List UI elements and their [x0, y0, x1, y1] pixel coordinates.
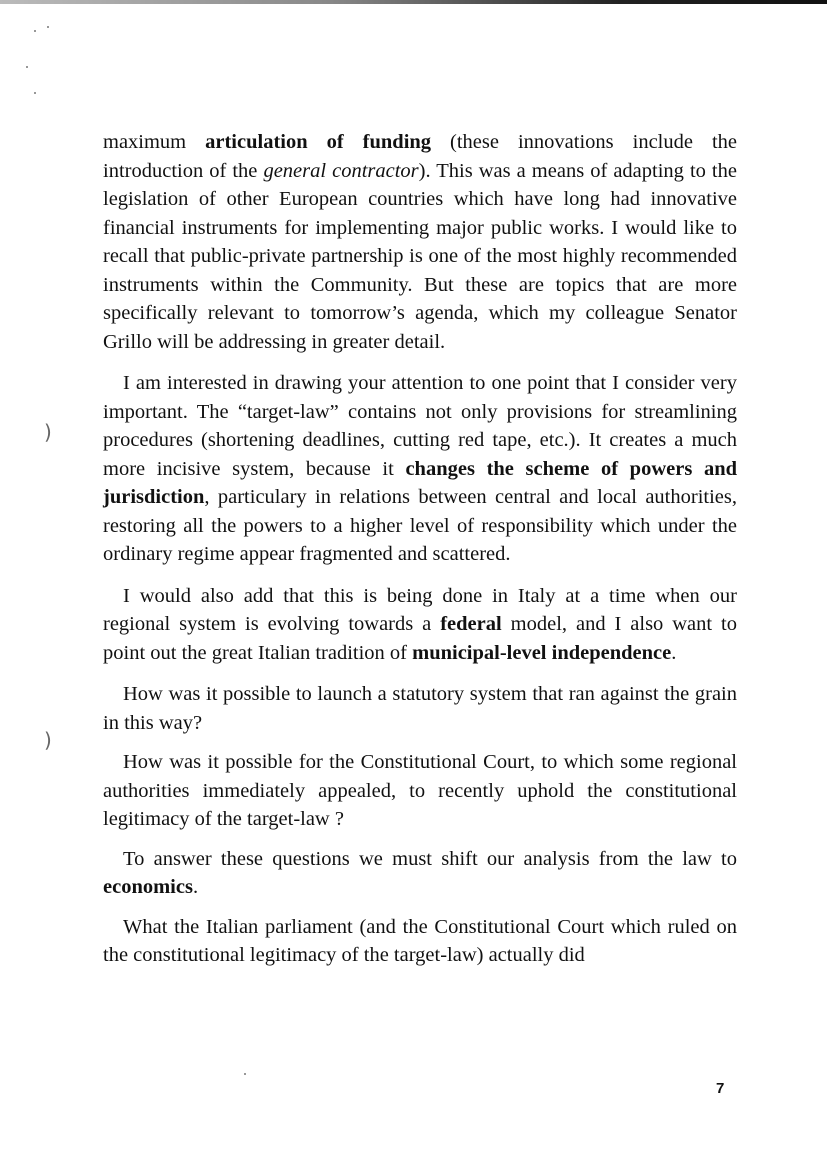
- bold-phrase: federal: [440, 613, 502, 635]
- bold-phrase: economics: [103, 876, 193, 898]
- paragraph: [103, 369, 737, 569]
- paragraph: [103, 680, 737, 737]
- paragraph: [103, 128, 737, 356]
- text-run: (these innovations include the introduction of the: [103, 131, 737, 182]
- paragraph: [103, 582, 737, 668]
- page-number: 7: [716, 1080, 725, 1097]
- text-run: How was it possible for the Constitutional Court, to which some regional authorities immediately appealed, to recently uphold the constitutional legitimacy of the target-law ?: [103, 751, 737, 830]
- text-run: How was it possible to launch a statutory system that ran against the grain in this way?: [103, 683, 737, 734]
- italic-phrase: general contractor: [263, 159, 419, 182]
- text-run: What the Italian parliament (and the Constitutional Court which ruled on the constitutional legitimacy of the target-law) actually did: [103, 915, 737, 966]
- scan-mark: ): [44, 728, 52, 752]
- paragraph: [103, 748, 737, 834]
- bold-phrase: municipal-level independence: [412, 641, 672, 664]
- text-run: model, and I also want to point out the great Italian tradition of: [103, 613, 737, 664]
- text-run: I would also add that this is being done in Italy at a time when our regional system is evolving towards a: [103, 584, 737, 635]
- top-edge-line: [0, 0, 827, 4]
- text-run: , particulary in relations between central and local authorities, restoring all the powers to a higher level of responsibility which under the ordinary regime appear fragmented and scattered.: [103, 486, 737, 565]
- text-run: maximum: [103, 131, 206, 153]
- bold-phrase: changes the scheme of powers and jurisdiction: [103, 457, 737, 508]
- text-run: To answer these questions we must shift our analysis from the law to: [123, 847, 737, 870]
- text-run: .: [192, 876, 199, 898]
- text-run: .: [671, 641, 677, 664]
- bold-phrase: articulation of funding: [205, 131, 432, 153]
- scan-mark: ): [44, 420, 52, 444]
- paragraph: [103, 913, 737, 970]
- paragraph: [103, 845, 737, 902]
- text-run: ). This was a means of adapting to the legislation of other European countries which have long had innovative financial instruments for implementing major public works. I would like to recall that public-private partnership is one of the most highly recommended instruments within the Community. But these are topics that are more specifically relevant to tomorrow’s agenda, which my colleague Senator Grillo will be addressing in greater detail.: [103, 159, 737, 353]
- body-text: [103, 128, 737, 983]
- text-run: I am interested in drawing your attention to one point that I consider very important. The “target-law” contains not only provisions for streamlining procedures (shortening deadlines, cutting red tape, etc.). It creates a much more incisive system, because it: [103, 372, 737, 480]
